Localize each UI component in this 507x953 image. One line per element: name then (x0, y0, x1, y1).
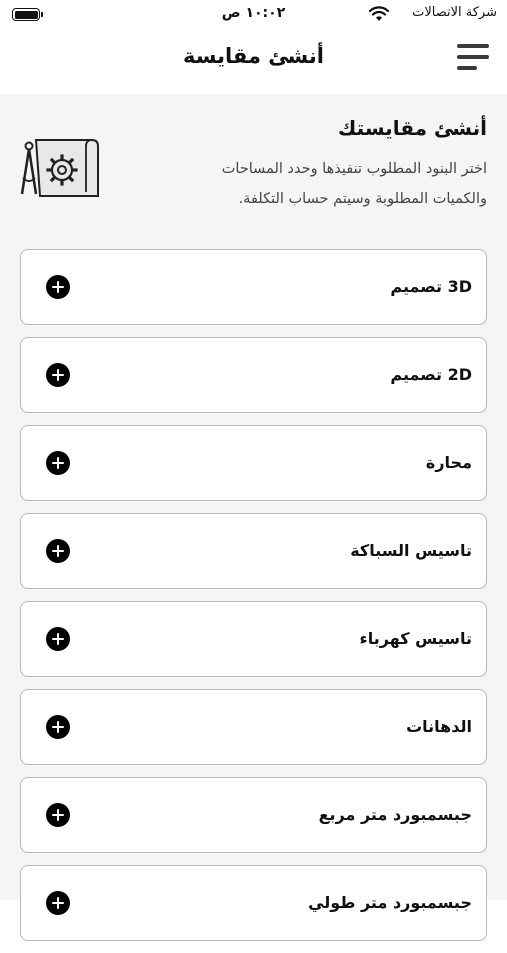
add-circle-icon[interactable] (46, 715, 70, 739)
list-item[interactable] (20, 249, 487, 325)
items-list (20, 249, 487, 953)
list-item-label: محارة (425, 453, 472, 472)
main-content (0, 94, 507, 912)
add-circle-icon[interactable] (46, 363, 70, 387)
carrier-name: شركة الاتصالات (412, 5, 497, 20)
list-item-label: جبسمبورد متر مربع (318, 805, 472, 824)
add-circle-icon[interactable] (46, 891, 70, 915)
add-circle-icon[interactable] (46, 451, 70, 475)
status-bar (0, 0, 507, 30)
list-item-label: تاسيس السباكة (350, 541, 472, 560)
status-time: ١٠:٠٢ ص (221, 5, 286, 21)
app-bar (0, 30, 507, 94)
list-item-label: الدهانات (406, 717, 472, 736)
blueprint-compass-gear-icon (18, 136, 102, 204)
list-item-label: 3D تصميم (390, 277, 472, 296)
list-item-label: تاسيس كهرباء (359, 629, 472, 648)
list-item-label: جبسمبورد متر طولي (308, 893, 472, 912)
add-circle-icon[interactable] (46, 275, 70, 299)
intro-description: اختر البنود المطلوب تنفيذها وحدد المساحات والكميات المطلوبة وسيتم حساب التكلفة. (221, 161, 487, 207)
page-title: أنشئ مقايسة (182, 44, 324, 68)
list-item[interactable] (20, 425, 487, 501)
list-item-label: 2D تصميم (390, 365, 472, 384)
add-circle-icon[interactable] (46, 803, 70, 827)
list-item[interactable] (20, 777, 487, 853)
list-item[interactable] (20, 337, 487, 413)
intro-heading: أنشئ مقايستك (338, 116, 487, 140)
intro-section (167, 116, 487, 214)
wifi-icon (369, 6, 389, 22)
list-item[interactable] (20, 513, 487, 589)
list-item[interactable] (20, 601, 487, 677)
list-item[interactable] (20, 865, 487, 941)
add-circle-icon[interactable] (46, 539, 70, 563)
hamburger-menu-icon[interactable] (457, 44, 489, 74)
add-circle-icon[interactable] (46, 627, 70, 651)
list-item[interactable] (20, 689, 487, 765)
